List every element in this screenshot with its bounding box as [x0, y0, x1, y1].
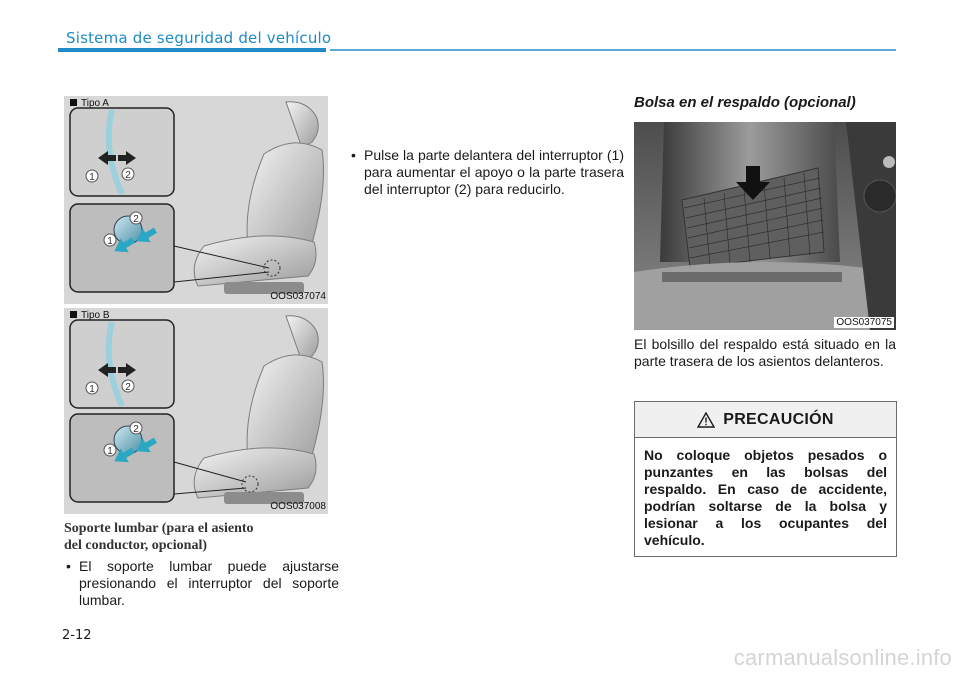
caution-box: [634, 401, 897, 557]
lumbar-switch-illustration-a: [64, 96, 328, 304]
figure-type-label: Tipo B: [70, 310, 110, 321]
figure-type-a: [64, 96, 328, 304]
figure-seatback-pocket: [634, 122, 896, 330]
callout-1: 1: [107, 446, 113, 457]
warning-icon: [697, 412, 715, 428]
callout-1: 1: [89, 384, 95, 395]
figure-type-label: Tipo A: [70, 98, 109, 109]
figure-code: OOS037074: [270, 291, 326, 302]
lumbar-switch-illustration-b: [64, 308, 328, 514]
header-rule-accent: [58, 48, 326, 52]
section-title: Sistema de seguridad del vehículo: [66, 29, 332, 47]
page-number: 2-12: [62, 628, 92, 643]
figure-type-b: [64, 308, 328, 514]
list-item: • El soporte lumbar puede ajustarse presionando el interruptor del soporte lumbar.: [66, 558, 339, 609]
figure-code: OOS037075: [836, 317, 892, 328]
callout-1: 1: [107, 236, 113, 247]
callout-2: 2: [133, 424, 139, 435]
caution-text: No coloque objetos pesados o punzantes en las bolsas del respaldo. En caso de accidente, podrían soltarse de la bolsa y lesionar a los ocupantes del vehículo.: [644, 447, 887, 548]
pocket-heading: Bolsa en el respaldo (opcional): [634, 94, 856, 111]
list-item: • Pulse la parte delantera del interruptor (1) para aumentar el apoyo o la parte trasera del interruptor (2) para reducirlo.: [351, 147, 624, 198]
figure-code: OOS037008: [270, 501, 326, 512]
callout-1: 1: [89, 172, 95, 183]
callout-2: 2: [125, 170, 131, 181]
lumbar-heading: Soporte lumbar (para el asiento del conductor, opcional): [64, 521, 254, 553]
header-rule: [330, 49, 896, 51]
callout-2: 2: [133, 214, 139, 225]
seatback-pocket-photo: [634, 122, 896, 330]
caution-header: [635, 402, 896, 438]
watermark: carmanualsonline.info: [733, 645, 952, 670]
pocket-description: El bolsillo del respaldo está situado en la parte trasera de los asientos delanteros.: [634, 336, 896, 369]
callout-2: 2: [125, 382, 131, 393]
caution-title: PRECAUCIÓN: [723, 410, 834, 428]
